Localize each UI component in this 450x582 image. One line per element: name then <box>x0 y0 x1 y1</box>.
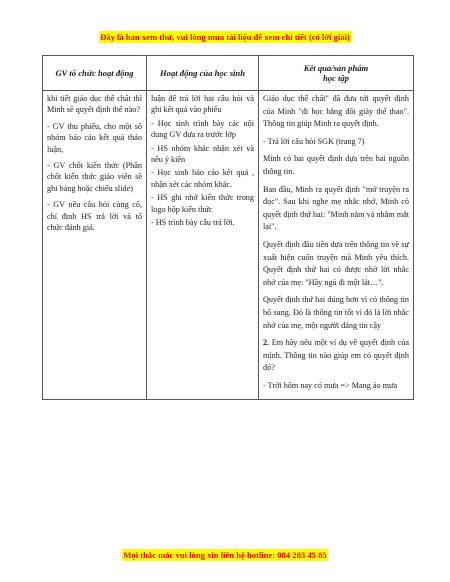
teacher-item: khi tiết giáo dục thể chất thì Minh sẽ quyết định thế nào? <box>47 94 142 115</box>
header-learning-result <box>259 56 414 91</box>
student-item: - HS trình bày câu trả lời. <box>151 218 235 228</box>
activity-table <box>42 55 414 400</box>
hotline-text: Mọi thắc mắc vui lòng xin liên hệ hotline: 084 283 45 85 <box>123 550 327 560</box>
header-student-activity: Hoạt động của học sinh <box>147 56 259 91</box>
student-item: - HS ghi nhớ kiến thức trong logo hộp kiến thức <box>151 193 254 214</box>
student-item: - Học sinh trình bày các nội dung GV đưa ra trước lớp <box>151 118 254 140</box>
result-item: Quyết định đầu tiên dựa trên thông tin về sự xuất hiện cuốn truyện mà Minh yêu thích. Quyết định thứ hai có được nhờ lời nhắc nhở của mẹ: "Hãy ngủ đi một lát…". <box>263 239 409 287</box>
table-body-row <box>43 91 414 400</box>
learning-result-cell <box>259 91 414 400</box>
result-item: Quyết định thứ hai đúng hơn vì có thông tin bổ sung. Đó là thông tin tốt vì đó là lời nhắc nhở của mẹ, một người đáng tin cậy <box>263 295 409 330</box>
teacher-item: - GV chốt kiến thức (Phần chốt kiến thức giáo viên sẽ ghi bảng hoặc chiếu slide) <box>47 161 142 193</box>
result-item: - Trả lời câu hỏi SGK (trang 7) <box>263 136 365 146</box>
preview-notice-text: Đây là bản xem thử, vui lòng mua tài liệu để xem chi tiết (có lời giải) <box>100 32 350 42</box>
student-item: luận để trả lời hai câu hỏi và ghi kết quả vào phiếu <box>151 94 254 115</box>
hotline-banner <box>0 545 450 563</box>
teacher-item: - GV nêu câu hỏi củng cố, chỉ định HS trả lời và tổ chức đánh giá. <box>47 200 142 233</box>
header-result-line2: học tập <box>322 73 350 83</box>
result-item: Giáo dục thể chất" đã đưa tới quyết định của Minh "đi học bằng đôi giày thể thao". Thông tin giúp Minh ra quyết định. <box>263 94 409 129</box>
table-header-row <box>43 56 414 91</box>
question-2-number: 2. <box>263 338 270 348</box>
student-item: - HS nhóm khác nhận xét và nêu ý kiến <box>151 143 254 165</box>
result-item: Ban đầu, Minh ra quyết định "mở truyện ra đọc". Sau khi nghe mẹ nhắc nhở, Minh có quyết định thứ hai: "Minh nằm và nhắm mắt lại". <box>263 184 409 232</box>
student-activity-cell <box>147 91 259 400</box>
student-item: - Học sinh báo cáo kết quả , nhận xét các nhóm khác. <box>151 168 254 189</box>
question-2 <box>263 337 409 375</box>
header-teacher-activity: GV tổ chức hoạt động <box>43 56 147 91</box>
question-2-text: Em hãy nêu một ví dụ về quyết định của mình. Thông tin nào giúp em có quyết định đó? <box>263 338 409 373</box>
result-item: - Trời hôm nay có mưa => Mang áo mưa <box>263 380 398 390</box>
teacher-activity-cell <box>43 91 147 400</box>
header-result-line1: Kết quả/sản phẩm <box>303 63 369 73</box>
result-item: Minh có hai quyết định dựa trên hai nguồn thông tin. <box>263 154 409 176</box>
preview-notice-banner <box>0 27 450 45</box>
teacher-item: - GV thu phiếu, cho một số nhóm báo cáo kết quả thảo luận, <box>47 121 142 154</box>
